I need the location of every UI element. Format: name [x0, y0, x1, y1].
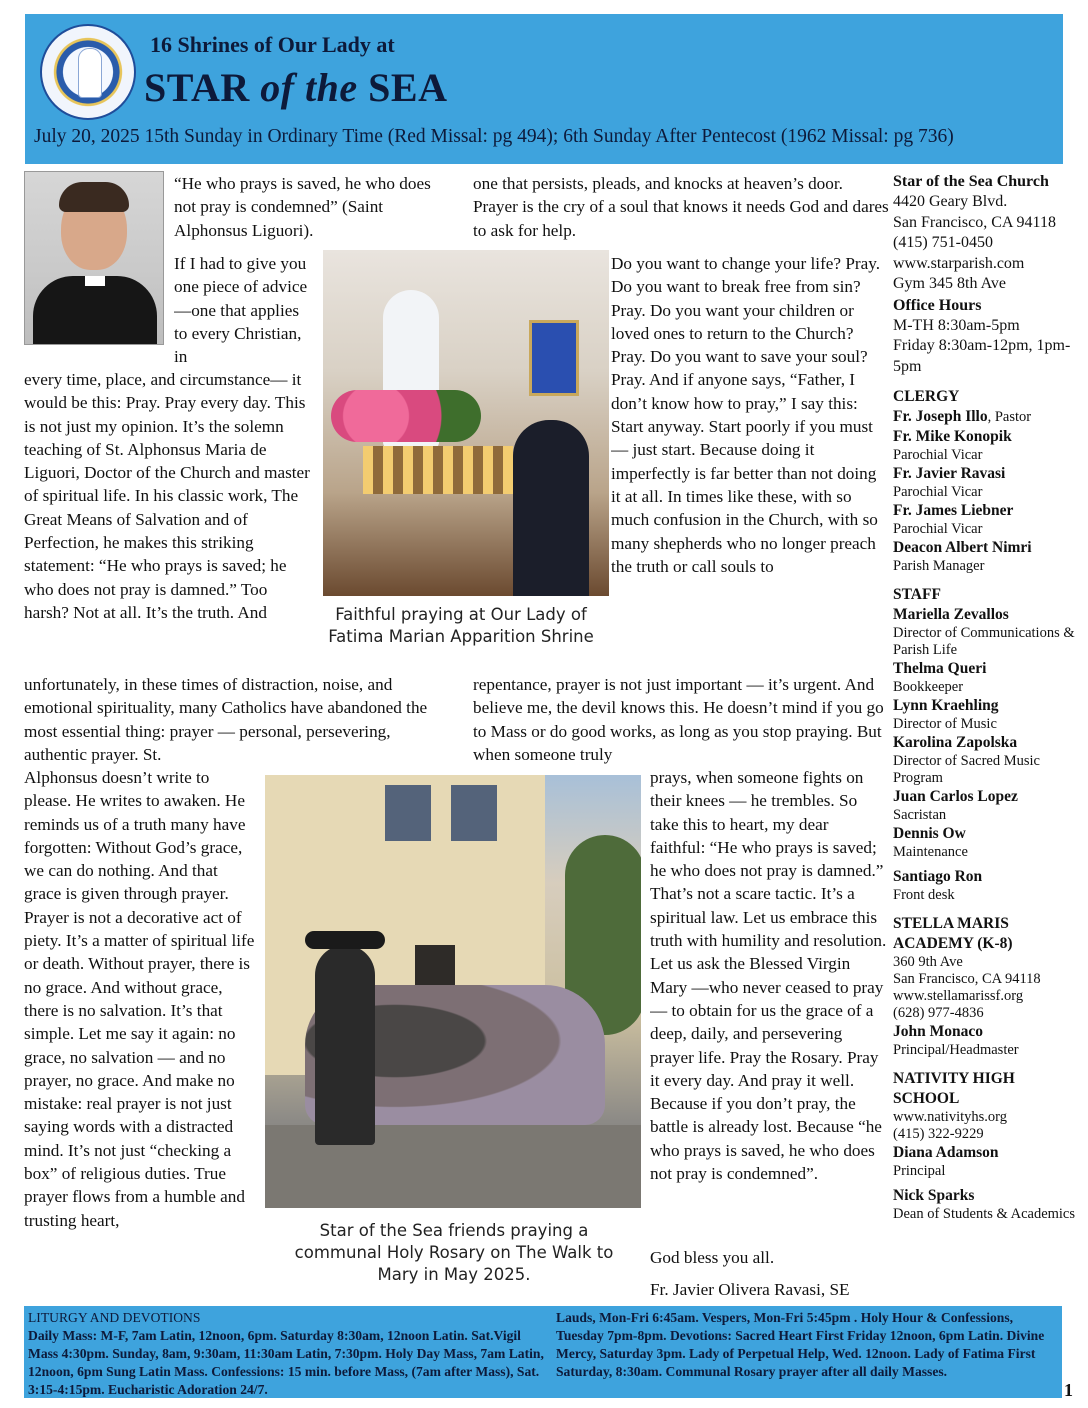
- office-hours-friday: Friday 8:30am-12pm, 1pm-5pm: [893, 337, 1071, 375]
- walk-photo-caption: [268, 1220, 640, 1286]
- nativity-dean-role: Dean of Students & Academics: [893, 1206, 1076, 1222]
- masthead-subtitle: 16 Shrines of Our Lady at: [150, 32, 395, 57]
- liturgy-heading: LITURGY AND DEVOTIONS: [28, 1310, 201, 1325]
- article-signature: Fr. Javier Olivera Ravasi, SE: [650, 1280, 850, 1299]
- nativity-dean: Nick Sparks: [893, 1187, 975, 1204]
- church-phone: (415) 751-0450: [893, 234, 993, 251]
- staff-role: Bookkeeper: [893, 679, 964, 695]
- walk-caption-line3: Mary in May 2025.: [377, 1265, 531, 1284]
- article-col1-p2: unfortunately, in these times of distraction, noise, and emotional spirituality, many Catholics have abandoned the most essential thing: prayer — personal, persevering, authentic prayer. St.: [24, 675, 428, 764]
- staff-item: Lynn Kraehling: [893, 697, 999, 714]
- staff-role: Director of Music: [893, 716, 997, 732]
- clergy-heading: CLERGY: [893, 388, 960, 405]
- staff-role: Director of Communications & Parish Life: [893, 625, 1075, 658]
- nativity-website: www.nativityhs.org: [893, 1109, 1007, 1125]
- article-col1-p3: Alphonsus doesn’t write to please. He writes to awaken. He reminds us of a truth many have forgotten: Without God’s grace, we can do nothing. And that grace is given through prayer. Prayer is not a decorative act of piety. It’s a matter of spiritual life or death. Without prayer, there is no grace. And without grace, there is no salvation. It’s that simple. Let me say it again: no grace, no salvation — and no prayer, no grace. And make no mistake: real prayer is not just saying words with a distracted mind. It’s not just “checking a box” of religious duties. True prayer flows from a humble and trusting heart,: [24, 768, 255, 1230]
- article-col2-mid: repentance, prayer is not just important — it’s urgent. And believe me, the devil knows this. He doesn’t mind if you go to Mass or do good works, as long as you stop praying. But when someone truly: [473, 675, 884, 764]
- staff-role: Front desk: [893, 887, 955, 903]
- walk-caption-line2: communal Holy Rosary on The Walk to: [294, 1243, 614, 1262]
- staff-item: Karolina Zapolska: [893, 734, 1018, 751]
- liturgy-footer-right: Lauds, Mon-Fri 6:45am. Vespers, Mon-Fri 5:45pm . Holy Hour & Confessions, Tuesday 7pm-8pm. Devotions: Sacred Heart First Friday 12noon, 6pm Latin. Divine Mercy, Saturday 3pm. Lady of Perpetual Help, Wed. 12noon. Lady of Fatima First Saturday, 8:30am. Communal Rosary prayer after all daily Masses.: [556, 1310, 1045, 1379]
- staff-item: Mariella Zevallos: [893, 606, 1009, 623]
- clergy-role: Parochial Vicar: [893, 521, 983, 537]
- academy-principal-role: Principal/Headmaster: [893, 1042, 1019, 1058]
- church-address-line1: 4420 Geary Blvd.: [893, 193, 1008, 210]
- staff-item: Santiago Ron: [893, 868, 983, 885]
- clergy-role: Parochial Vicar: [893, 447, 983, 463]
- shrine-photo-caption: [310, 604, 612, 648]
- staff-item: Dennis Ow: [893, 825, 966, 842]
- office-hours-label: Office Hours: [893, 296, 982, 314]
- liturgical-date: July 20, 2025 15th Sunday in Ordinary Time (Red Missal: pg 494); 6th Sunday After Pentecost (1962 Missal: pg 736): [34, 126, 954, 147]
- nativity-heading: NATIVITY HIGH SCHOOL: [893, 1070, 1015, 1107]
- staff-item: Juan Carlos Lopez: [893, 788, 1018, 805]
- church-address-line2: San Francisco, CA 94118: [893, 213, 1056, 231]
- staff-item: Thelma Queri: [893, 660, 987, 677]
- church-website: www.starparish.com: [893, 254, 1025, 272]
- academy-heading: STELLA MARIS ACADEMY (K-8): [893, 915, 1013, 952]
- staff-heading: STAFF: [893, 586, 941, 603]
- academy-phone: (628) 977-4836: [893, 1005, 984, 1021]
- article-blessing: God bless you all.: [650, 1248, 775, 1267]
- nativity-principal-role: Principal: [893, 1163, 946, 1179]
- staff-role: Director of Sacred Music Program: [893, 753, 1040, 786]
- priest-portrait-photo: [24, 171, 164, 345]
- clergy-role: Parish Manager: [893, 558, 985, 574]
- article-col1-body: [24, 368, 314, 670]
- walk-caption-line1: Star of the Sea friends praying a: [319, 1221, 589, 1240]
- clergy-item: Fr. Mike Konopik: [893, 428, 1012, 445]
- office-hours-weekday: M-TH 8:30am-5pm: [893, 316, 1020, 334]
- article-col1-intro: If I had to give you one piece of advice —one that applies to every Christian, in: [174, 254, 308, 367]
- clergy-item: Fr. Joseph Illo, Pastor: [893, 408, 1032, 425]
- shrine-photo: [323, 250, 609, 596]
- mass-schedule: Daily Mass: M-F, 7am Latin, 12noon, 6pm. Saturday 8:30am, 12noon Latin. Sat.Vigil Mass 4:30pm. Sunday, 8am, 9:30am, 11:30am Latin, 7:30pm. Holy Day Mass, 7am Latin, 12noon, 6pm Sung Latin Mass. Confessions: 15 min. before Mass, (7am after Mass), Sat. 3:15-4:15pm. Eucharistic Adoration 24/7.: [28, 1328, 544, 1397]
- academy-address-line1: 360 9th Ave: [893, 954, 963, 970]
- parish-directory-sidebar: [893, 171, 1081, 1223]
- nativity-principal: Diana Adamson: [893, 1144, 999, 1161]
- article-col2-right: Do you want to change your life? Pray. Do you want to break free from sin? Pray. Do you want your children or loved ones to return to the Church? Pray. Do you want to save your soul? Pray. And if anyone says, “Father, I don’t know how to pray,” I say this: Start anyway. Start poorly if you must — just start. Because doing it imperfectly is far better than not doing it at all. In times like these, with so much confusion in the Church, with so many shepherds who no longer preach the truth or call souls to: [611, 254, 881, 576]
- gym-address: Gym 345 8th Ave: [893, 275, 1007, 292]
- article-quote: “He who prays is saved, he who does not pray is condemned” (Saint Alphonsus Liguori).: [174, 174, 431, 240]
- clergy-role: Parochial Vicar: [893, 484, 983, 500]
- church-name: Star of the Sea Church: [893, 173, 1049, 190]
- clergy-item: Deacon Albert Nimri: [893, 539, 1032, 556]
- article-col2-bottom: prays, when someone fights on their knees — he trembles. So take this to heart, my dear faithful: “He who prays is saved; he who does not pray is damned.” That’s not a scare tactic. It’s a spiritual law. Let us embrace this truth with humility and resolution. Let us ask the Blessed Virgin Mary —who never ceased to pray— to obtain for us the grace of a deep, daily, and persevering prayer life. Pray the Rosary. Pray it every day. And pray it well. Because if you don’t pray, the battle is already lost. Because “he who prays is saved, he who does not pray is condemned”.: [650, 768, 887, 1184]
- clergy-item: Fr. James Liebner: [893, 502, 1014, 519]
- article-col1-p1: every time, place, and circumstance— it would be this: Pray. Pray every day. This is not just my opinion. It’s the solemn teaching of St. Alphonsus Maria de Liguori, Doctor of the Church and master of spiritual life. In his classic work, The Great Means of Salvation and of Perfection, he makes this striking statement: “He who prays is saved; he who does not pray is damned.” Too harsh? Not at all. It’s the truth. And: [24, 370, 310, 622]
- liturgy-footer-left: [28, 1309, 544, 1399]
- academy-principal: John Monaco: [893, 1023, 983, 1040]
- staff-role: Sacristan: [893, 807, 947, 823]
- article-col2-top: one that persists, pleads, and knocks at heaven’s door. Prayer is the cry of a soul that knows it needs God and dares to ask for help.: [473, 174, 889, 240]
- clergy-item: Fr. Javier Ravasi: [893, 465, 1006, 482]
- nativity-phone: (415) 322-9229: [893, 1126, 984, 1142]
- academy-website: www.stellamarissf.org: [893, 988, 1024, 1004]
- shrine-caption-line2: Fatima Marian Apparition Shrine: [328, 627, 594, 646]
- parish-seal-logo: [40, 24, 136, 120]
- masthead-title: STAR of the SEA: [144, 65, 448, 110]
- staff-role: Maintenance: [893, 844, 968, 860]
- academy-address-line2: San Francisco, CA 94118: [893, 971, 1041, 987]
- page-number: 1: [1064, 1380, 1073, 1400]
- shrine-caption-line1: Faithful praying at Our Lady of: [335, 605, 587, 624]
- walk-to-mary-photo: [265, 775, 641, 1208]
